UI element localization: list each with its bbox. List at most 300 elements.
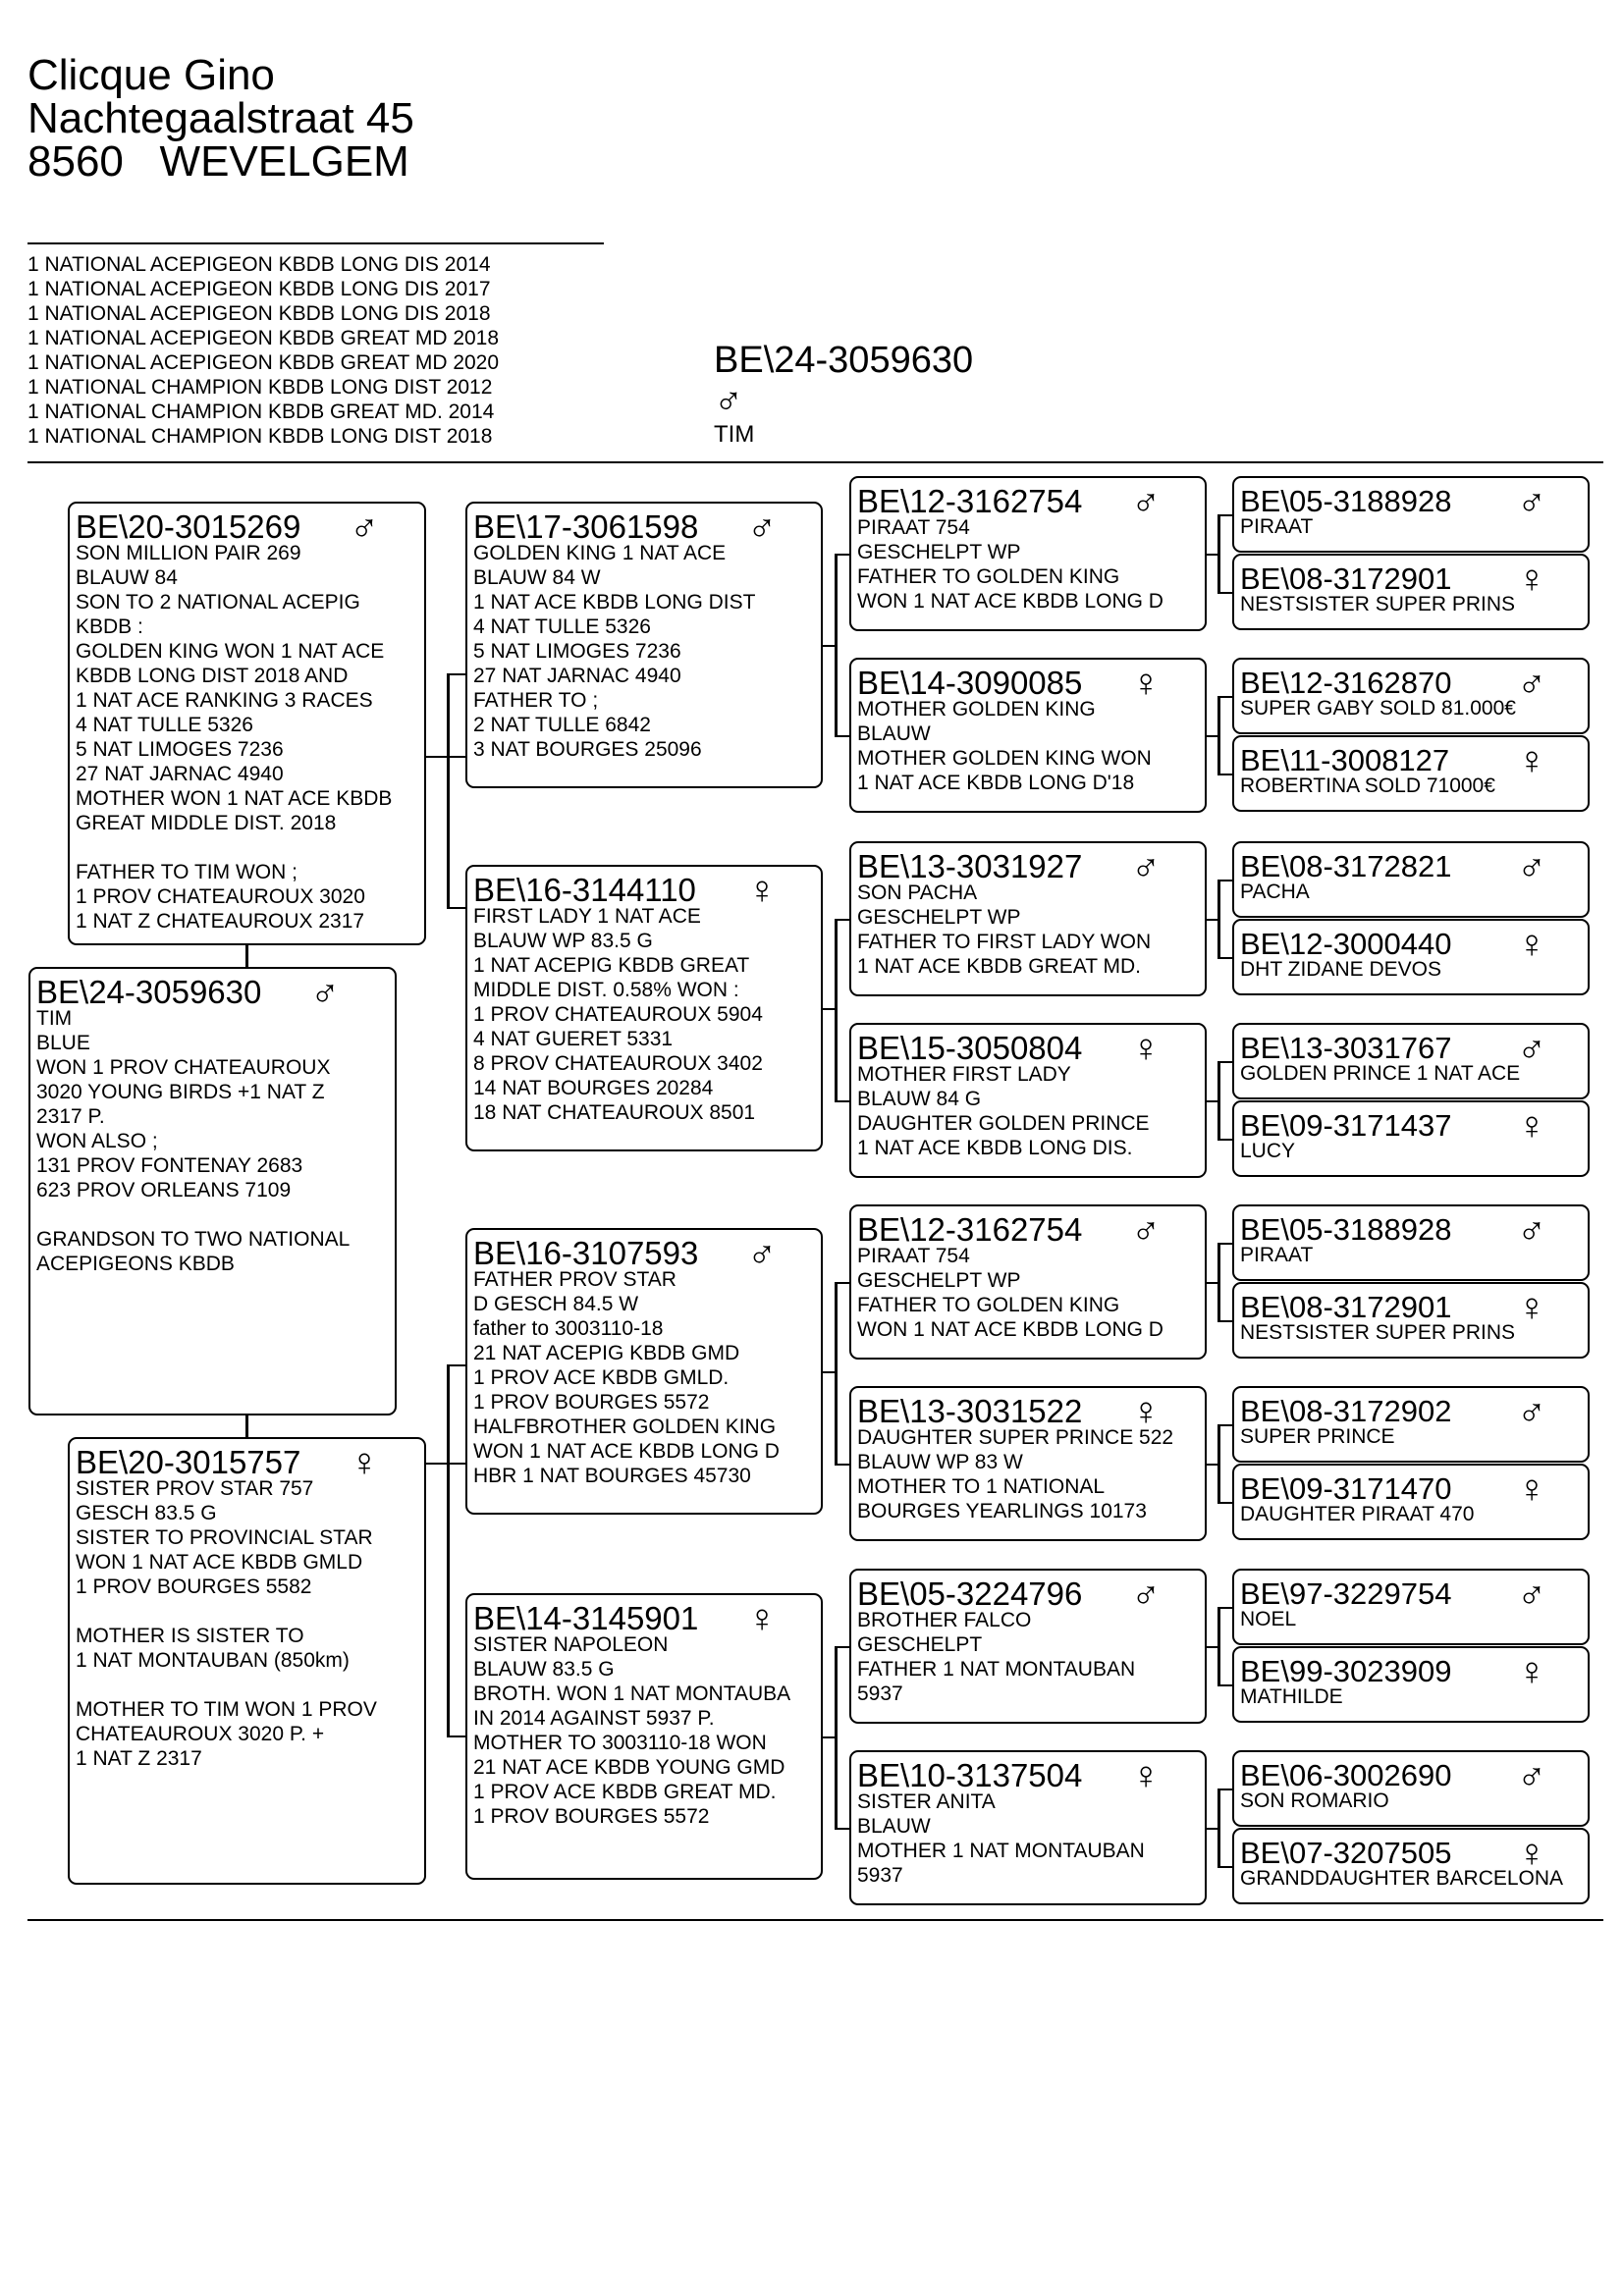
title-line: 1 NATIONAL CHAMPION KBDB LONG DIST 2012 (27, 376, 493, 399)
title-line: 1 NATIONAL ACEPIGEON KBDB GREAT MD 2018 (27, 327, 500, 349)
pigeon-card-gen3 (849, 1750, 1207, 1905)
pigeon-card-gen3 (849, 476, 1207, 631)
ring-number: BE\99-3023909 (1240, 1654, 1452, 1688)
detail-line: BLAUW 84 W (473, 566, 601, 589)
female-icon: ♀ (1131, 1390, 1161, 1433)
ring-number: BE\05-3224796 (857, 1575, 1083, 1612)
title-line: 1 NATIONAL ACEPIGEON KBDB GREAT MD 2020 (27, 351, 500, 374)
pigeon-card-gen4 (1232, 1464, 1590, 1540)
pigeon-details (76, 1476, 420, 1771)
connector-line (1217, 1424, 1232, 1426)
connector-line (1217, 514, 1220, 592)
ring-number: BE\11-3008127 (1240, 743, 1450, 777)
detail-line: 3 NAT BOURGES 25096 (473, 738, 702, 761)
detail-line: BLAUW WP 83.5 G (473, 930, 653, 952)
female-icon: ♀ (1131, 662, 1161, 705)
pigeon-details (1240, 1320, 1584, 1345)
connector-line (1217, 696, 1232, 698)
detail-line: FATHER TO FIRST LADY WON (857, 931, 1152, 953)
pigeon-card-gen4 (1232, 1100, 1590, 1177)
connector-line (835, 1646, 849, 1648)
female-icon: ♀ (1517, 1650, 1546, 1693)
detail-line: ACEPIGEONS KBDB (36, 1253, 235, 1275)
connector-line (835, 919, 849, 921)
female-icon: ♀ (350, 1441, 379, 1484)
connector-line (447, 1364, 465, 1366)
detail-line: GOLDEN KING 1 NAT ACE (473, 542, 727, 564)
male-icon: ♂ (1517, 1390, 1546, 1433)
detail-line: 1 NAT ACE KBDB LONG DIST (473, 591, 756, 614)
detail-line: 5 NAT LIMOGES 7236 (76, 738, 284, 761)
header-rule (27, 461, 1603, 463)
male-icon: ♂ (1517, 480, 1546, 523)
pigeon-card-gen4 (1232, 1204, 1590, 1281)
detail-line: WON 1 NAT ACE KBDB GMLD (76, 1551, 363, 1574)
connector-line (1217, 1424, 1220, 1502)
ring-number: BE\16-3144110 (473, 872, 696, 908)
pigeon-details (857, 697, 1201, 795)
detail-line: 1 NAT Z CHATEAUROUX 2317 (76, 910, 365, 933)
pigeon-details (857, 1425, 1201, 1523)
owner-name: Clicque Gino (27, 51, 275, 99)
pigeon-card-gen3 (849, 1204, 1207, 1360)
female-icon: ♀ (1517, 1104, 1546, 1148)
detail-line: 623 PROV ORLEANS 7109 (36, 1179, 292, 1201)
detail-line: 4 NAT TULLE 5326 (473, 615, 651, 638)
connector-line (447, 1364, 450, 1735)
male-icon: ♂ (1131, 480, 1161, 523)
pigeon-details (1240, 774, 1584, 798)
ring-number: BE\15-3050804 (857, 1030, 1083, 1066)
detail-line: 5937 (857, 1682, 903, 1705)
male-icon: ♂ (1517, 662, 1546, 705)
pigeon-card-gen4 (1232, 1386, 1590, 1463)
connector-line (1217, 1789, 1220, 1866)
male-icon: ♂ (1131, 1573, 1161, 1616)
ring-number: BE\12-3000440 (1240, 927, 1452, 961)
pigeon-details (1240, 1061, 1584, 1086)
connector-line (1217, 592, 1232, 594)
pigeon-details (473, 904, 817, 1125)
female-icon: ♀ (1517, 1468, 1546, 1511)
ring-number: BE\09-3171437 (1240, 1108, 1452, 1143)
pigeon-card-gen4 (1232, 1828, 1590, 1904)
subject-ring-number: BE\24-3059630 (714, 340, 974, 381)
detail-line: GESCHELPT WP (857, 906, 1021, 929)
connector-line (1217, 1607, 1220, 1684)
pigeon-card-gen4 (1232, 1282, 1590, 1359)
pigeon-card-dam (68, 1437, 426, 1885)
male-icon: ♂ (714, 380, 743, 423)
connector-line (1217, 774, 1232, 775)
ring-number: BE\07-3207505 (1240, 1836, 1452, 1870)
detail-line: SISTER PROV STAR 757 (76, 1477, 314, 1500)
connector-line (1217, 1866, 1232, 1868)
connector-line (1217, 1320, 1232, 1322)
connector-line (835, 1282, 849, 1284)
detail-line: MOTHER 1 NAT MONTAUBAN (857, 1840, 1145, 1862)
pigeon-card-gen4 (1232, 476, 1590, 553)
owner-block (27, 51, 414, 186)
ring-number: BE\08-3172902 (1240, 1394, 1452, 1428)
detail-line: BLUE (36, 1032, 90, 1054)
ring-number: BE\24-3059630 (36, 974, 262, 1010)
ring-number: BE\08-3172901 (1240, 1290, 1452, 1324)
detail-line: BLAUW 84 G (857, 1088, 982, 1110)
detail-line: FATHER TO GOLDEN KING (857, 565, 1120, 588)
female-icon: ♀ (1517, 1286, 1546, 1329)
male-icon: ♂ (1131, 1208, 1161, 1252)
detail-line: PIRAAT (1240, 515, 1314, 538)
pigeon-details (1240, 696, 1584, 721)
detail-line: WON 1 NAT ACE KBDB LONG D (857, 590, 1163, 613)
pigeon-details (1240, 1243, 1584, 1267)
pigeon-details (1240, 1607, 1584, 1631)
pigeon-details (1240, 1684, 1584, 1709)
detail-line: FATHER TO ; (473, 689, 599, 712)
detail-line: 1 PROV BOURGES 5582 (76, 1575, 312, 1598)
detail-line: KBDB : (76, 615, 143, 638)
detail-line: GESCHELPT (857, 1633, 983, 1656)
pigeon-details (473, 1267, 817, 1488)
connector-line (1217, 1502, 1232, 1504)
detail-line: NESTSISTER SUPER PRINS (1240, 593, 1516, 615)
pigeon-details (1240, 1424, 1584, 1449)
detail-line: 2317 P. (36, 1105, 105, 1128)
detail-line: 27 NAT JARNAC 4940 (76, 763, 284, 785)
connector-line (426, 1463, 465, 1465)
detail-line: PIRAAT (1240, 1244, 1314, 1266)
subject-header (714, 339, 973, 449)
detail-line: LUCY (1240, 1140, 1296, 1162)
detail-line: 4 NAT GUERET 5331 (473, 1028, 674, 1050)
male-icon: ♂ (1517, 1027, 1546, 1070)
pigeon-card-gen4 (1232, 919, 1590, 995)
connector-line (1217, 514, 1232, 516)
pigeon-card-gen2 (465, 502, 823, 788)
male-icon: ♂ (350, 506, 379, 549)
connector-line (1217, 1061, 1232, 1063)
pigeon-details (1240, 514, 1584, 539)
connector-line (1217, 1243, 1220, 1320)
pigeon-card-sire (68, 502, 426, 945)
detail-line: 1 PROV BOURGES 5572 (473, 1391, 710, 1414)
title-line: 1 NATIONAL CHAMPION KBDB LONG DIST 2018 (27, 425, 493, 448)
detail-line: MIDDLE DIST. 0.58% WON : (473, 979, 739, 1001)
title-line: 1 NATIONAL CHAMPION KBDB GREAT MD. 2014 (27, 400, 495, 423)
detail-line: 18 NAT CHATEAUROUX 8501 (473, 1101, 756, 1124)
detail-line: GRANDSON TO TWO NATIONAL (36, 1228, 351, 1251)
detail-line: MOTHER IS SISTER TO (76, 1625, 304, 1647)
ring-number: BE\13-3031522 (857, 1393, 1083, 1429)
detail-line: 1 NAT ACE KBDB LONG DIS. (857, 1137, 1133, 1159)
connector-line (835, 1100, 849, 1102)
detail-line: TIM (36, 1007, 73, 1030)
detail-line: MOTHER TO TIM WON 1 PROV (76, 1698, 377, 1721)
pigeon-details (1240, 957, 1584, 982)
pigeon-card-gen2 (465, 1228, 823, 1515)
ring-number: BE\16-3107593 (473, 1235, 699, 1271)
pigeon-details (473, 541, 817, 762)
detail-line: SON PACHA (857, 881, 978, 904)
ring-number: BE\97-3229754 (1240, 1576, 1452, 1611)
detail-line (76, 1599, 420, 1624)
detail-line: FIRST LADY 1 NAT ACE (473, 905, 701, 928)
female-icon: ♀ (1517, 1832, 1546, 1875)
ring-number: BE\14-3145901 (473, 1600, 699, 1636)
detail-line: father to 3003110-18 (473, 1317, 664, 1340)
connector-line (835, 919, 838, 1100)
ring-number: BE\05-3188928 (1240, 484, 1452, 518)
title-line: 1 NATIONAL ACEPIGEON KBDB LONG DIS 2017 (27, 278, 491, 300)
detail-line: DAUGHTER GOLDEN PRINCE (857, 1112, 1150, 1135)
connector-line (245, 944, 248, 968)
detail-line: MOTHER TO 3003110-18 WON (473, 1732, 767, 1754)
detail-line: NESTSISTER SUPER PRINS (1240, 1321, 1516, 1344)
owner-city: 8560 WEVELGEM (27, 137, 409, 186)
detail-line: 3020 YOUNG BIRDS +1 NAT Z (36, 1081, 325, 1103)
pigeon-details (1240, 1139, 1584, 1163)
detail-line: 14 NAT BOURGES 20284 (473, 1077, 714, 1099)
connector-line (835, 1282, 838, 1464)
pigeon-card-gen4 (1232, 1750, 1590, 1827)
detail-line: SUPER GABY SOLD 81.000€ (1240, 697, 1516, 720)
detail-line: WON 1 NAT ACE KBDB LONG D (473, 1440, 780, 1463)
ring-number: BE\08-3172821 (1240, 849, 1452, 883)
titles-list (27, 252, 499, 449)
pigeon-details (1240, 592, 1584, 616)
detail-line: MOTHER GOLDEN KING (857, 698, 1096, 721)
detail-line: DAUGHTER SUPER PRINCE 522 (857, 1426, 1174, 1449)
ring-number: BE\08-3172901 (1240, 561, 1452, 596)
male-icon: ♂ (747, 1232, 777, 1275)
male-icon: ♂ (747, 506, 777, 549)
detail-line: 1 PROV BOURGES 5572 (473, 1805, 710, 1828)
pigeon-card-gen4 (1232, 658, 1590, 734)
connector-line (1217, 880, 1220, 957)
detail-line: MOTHER GOLDEN KING WON (857, 747, 1152, 770)
connector-line (245, 1415, 248, 1438)
footer-rule (27, 1919, 1603, 1921)
pigeon-details (857, 515, 1201, 614)
male-icon: ♂ (310, 971, 340, 1014)
detail-line: BLAUW 84 (76, 566, 178, 589)
connector-line (835, 1646, 838, 1828)
connector-line (1217, 1139, 1232, 1141)
detail-line: PIRAAT 754 (857, 1245, 970, 1267)
detail-line: WON ALSO ; (36, 1130, 158, 1152)
pigeon-card-gen4 (1232, 1569, 1590, 1645)
pigeon-card-gen3 (849, 1386, 1207, 1541)
pigeon-details (76, 541, 420, 934)
detail-line: 1 NAT ACEPIG KBDB GREAT (473, 954, 750, 977)
detail-line: MOTHER TO 1 NATIONAL (857, 1475, 1106, 1498)
detail-line: 5 NAT LIMOGES 7236 (473, 640, 681, 663)
connector-line (447, 907, 465, 909)
detail-line: FATHER TO TIM WON ; (76, 861, 298, 883)
detail-line: BROTHER FALCO (857, 1609, 1032, 1631)
connector-line (835, 735, 849, 737)
detail-line: GRANDDAUGHTER BARCELONA (1240, 1867, 1564, 1890)
pigeon-details (857, 1608, 1201, 1706)
ring-number: BE\09-3171470 (1240, 1471, 1452, 1506)
detail-line: SON MILLION PAIR 269 (76, 542, 301, 564)
detail-line: 131 PROV FONTENAY 2683 (36, 1154, 303, 1177)
detail-line: MOTHER FIRST LADY (857, 1063, 1071, 1086)
connector-line (1217, 1789, 1232, 1790)
detail-line: MOTHER WON 1 NAT ACE KBDB (76, 787, 393, 810)
connector-line (1217, 1243, 1232, 1245)
pigeon-card-gen4 (1232, 1023, 1590, 1099)
detail-line: SISTER TO PROVINCIAL STAR (76, 1526, 373, 1549)
connector-line (447, 1735, 465, 1737)
detail-line: SISTER NAPOLEON (473, 1633, 669, 1656)
detail-line: SUPER PRINCE (1240, 1425, 1395, 1448)
detail-line (76, 1673, 420, 1697)
ring-number: BE\17-3061598 (473, 508, 699, 545)
detail-line: 1 PROV CHATEAUROUX 5904 (473, 1003, 763, 1026)
pigeon-details (1240, 1502, 1584, 1526)
titles-top-rule (27, 242, 604, 244)
connector-line (426, 756, 465, 758)
ring-number: BE\06-3002690 (1240, 1758, 1452, 1792)
detail-line: GREAT MIDDLE DIST. 2018 (76, 812, 337, 834)
detail-line: 1 NAT ACE KBDB LONG D'18 (857, 772, 1135, 794)
ring-number: BE\14-3090085 (857, 665, 1083, 701)
detail-line: BLAUW 83.5 G (473, 1658, 615, 1681)
connector-line (447, 673, 450, 907)
female-icon: ♀ (1131, 1754, 1161, 1797)
detail-line: 2 NAT TULLE 6842 (473, 714, 651, 736)
connector-line (1217, 1061, 1220, 1139)
pigeon-details (857, 1062, 1201, 1160)
detail-line: IN 2014 AGAINST 5937 P. (473, 1707, 715, 1730)
ring-number: BE\12-3162754 (857, 483, 1083, 519)
detail-line: MATHILDE (1240, 1685, 1343, 1708)
pigeon-card-gen3 (849, 841, 1207, 996)
pigeon-details (473, 1632, 817, 1829)
detail-line: BLAUW (857, 722, 931, 745)
detail-line: 5937 (857, 1864, 903, 1887)
male-icon: ♂ (1517, 1573, 1546, 1616)
detail-line: 27 NAT JARNAC 4940 (473, 665, 681, 687)
ring-number: BE\10-3137504 (857, 1757, 1083, 1793)
pigeon-details (857, 1789, 1201, 1888)
detail-line: SISTER ANITA (857, 1790, 996, 1813)
detail-line: GOLDEN KING WON 1 NAT ACE (76, 640, 385, 663)
male-icon: ♂ (1517, 1754, 1546, 1797)
detail-line: GOLDEN PRINCE 1 NAT ACE (1240, 1062, 1521, 1085)
detail-line: HBR 1 NAT BOURGES 45730 (473, 1465, 751, 1487)
detail-line: PACHA (1240, 881, 1310, 903)
connector-line (1217, 957, 1232, 959)
detail-line (36, 1202, 391, 1227)
detail-line: FATHER PROV STAR (473, 1268, 676, 1291)
detail-line: SON TO 2 NATIONAL ACEPIG (76, 591, 360, 614)
detail-line: BLAUW (857, 1815, 931, 1838)
male-icon: ♂ (1131, 845, 1161, 888)
connector-line (1217, 880, 1232, 881)
detail-line: 1 NAT ACE KBDB GREAT MD. (857, 955, 1142, 978)
ring-number: BE\20-3015269 (76, 508, 301, 545)
detail-line: CHATEAUROUX 3020 P. + (76, 1723, 325, 1745)
ring-number: BE\12-3162870 (1240, 666, 1452, 700)
pigeon-details (36, 1006, 391, 1276)
connector-line (835, 554, 838, 735)
male-icon: ♂ (1517, 845, 1546, 888)
owner-street: Nachtegaalstraat 45 (27, 94, 414, 142)
pigeon-card-gen4 (1232, 554, 1590, 630)
pigeon-card-root (28, 967, 397, 1415)
detail-line: DAUGHTER PIRAAT 470 (1240, 1503, 1475, 1525)
pigeon-details (857, 1244, 1201, 1342)
female-icon: ♀ (1131, 1027, 1161, 1070)
detail-line: 1 NAT MONTAUBAN (850km) (76, 1649, 350, 1672)
connector-line (1217, 1607, 1232, 1609)
pigeon-card-gen3 (849, 658, 1207, 813)
subject-name: TIM (714, 421, 755, 448)
detail-line: D GESCH 84.5 W (473, 1293, 639, 1315)
detail-line: DHT ZIDANE DEVOS (1240, 958, 1441, 981)
female-icon: ♀ (1517, 558, 1546, 601)
pigeon-card-gen3 (849, 1023, 1207, 1178)
connector-line (1217, 1684, 1232, 1686)
detail-line: WON 1 PROV CHATEAUROUX (36, 1056, 331, 1079)
title-line: 1 NATIONAL ACEPIGEON KBDB LONG DIS 2014 (27, 253, 491, 276)
pigeon-card-gen3 (849, 1569, 1207, 1724)
detail-line: 1 NAT ACE RANKING 3 RACES (76, 689, 373, 712)
detail-line: 21 NAT ACEPIG KBDB GMD (473, 1342, 740, 1364)
female-icon: ♀ (747, 1597, 777, 1640)
detail-line: 1 PROV ACE KBDB GMLD. (473, 1366, 730, 1389)
detail-line: 1 PROV ACE KBDB GREAT MD. (473, 1781, 777, 1803)
male-icon: ♂ (1517, 1208, 1546, 1252)
ring-number: BE\12-3162754 (857, 1211, 1083, 1248)
detail-line: GESCHELPT WP (857, 1269, 1021, 1292)
detail-line: BROTH. WON 1 NAT MONTAUBA (473, 1682, 791, 1705)
detail-line: 1 PROV CHATEAUROUX 3020 (76, 885, 365, 908)
detail-line: 21 NAT ACE KBDB YOUNG GMD (473, 1756, 785, 1779)
connector-line (447, 673, 465, 675)
pigeon-details (857, 881, 1201, 979)
connector-line (835, 1464, 849, 1466)
female-icon: ♀ (1517, 923, 1546, 966)
pigeon-card-gen4 (1232, 1646, 1590, 1723)
detail-line: 8 PROV CHATEAUROUX 3402 (473, 1052, 763, 1075)
detail-line: FATHER TO GOLDEN KING (857, 1294, 1120, 1316)
detail-line: SON ROMARIO (1240, 1789, 1389, 1812)
detail-line: 4 NAT TULLE 5326 (76, 714, 253, 736)
connector-line (835, 1828, 849, 1830)
detail-line: BLAUW WP 83 W (857, 1451, 1023, 1473)
pigeon-card-gen4 (1232, 841, 1590, 918)
connector-line (1217, 696, 1220, 774)
ring-number: BE\13-3031927 (857, 848, 1083, 884)
pigeon-details (1240, 1866, 1584, 1891)
detail-line (76, 835, 420, 860)
detail-line: GESCHELPT WP (857, 541, 1021, 563)
pigeon-details (1240, 1789, 1584, 1813)
pigeon-card-gen2 (465, 1593, 823, 1880)
detail-line: PIRAAT 754 (857, 516, 970, 539)
detail-line: HALFBROTHER GOLDEN KING (473, 1415, 777, 1438)
detail-line: GESCH 83.5 G (76, 1502, 217, 1524)
pigeon-details (1240, 880, 1584, 904)
detail-line: NOEL (1240, 1608, 1297, 1630)
detail-line: WON 1 NAT ACE KBDB LONG D (857, 1318, 1163, 1341)
ring-number: BE\05-3188928 (1240, 1212, 1452, 1247)
detail-line: BOURGES YEARLINGS 10173 (857, 1500, 1147, 1522)
